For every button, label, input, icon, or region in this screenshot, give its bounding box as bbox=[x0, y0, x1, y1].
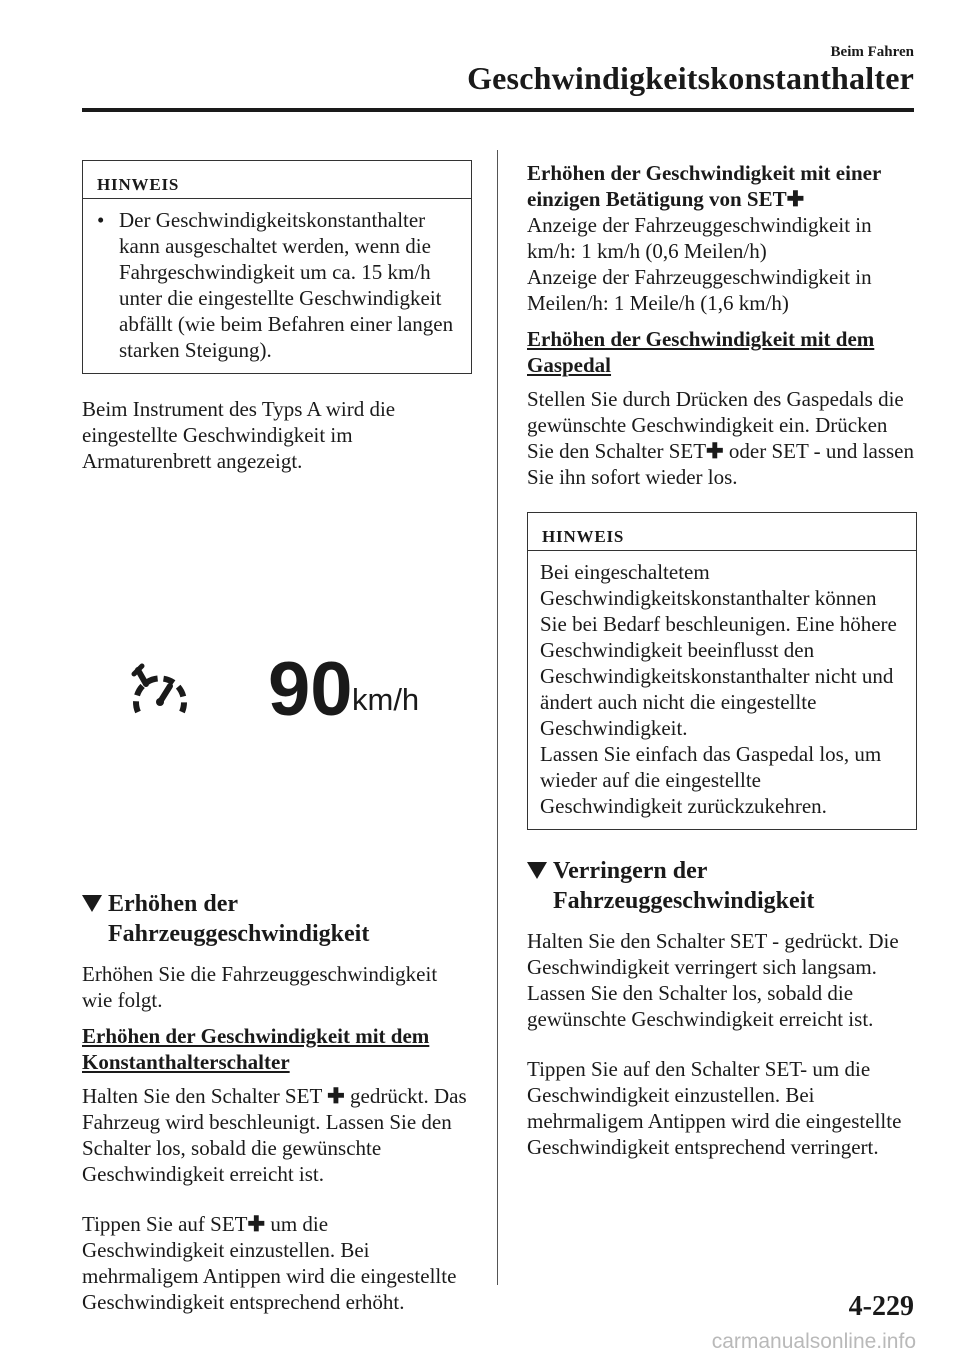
section-heading-decrease: Verringern der Fahrzeuggeschwindigkeit bbox=[527, 856, 917, 916]
increase-paragraph-1: Halten Sie den Schalter SET ✚ gedrückt. Das Fahrzeug wird beschleunigt. Lassen Sie den Schalter los, sobald die gewünschte Geschwindigkeit erreicht ist. bbox=[82, 1084, 467, 1186]
plus-icon: ✚ bbox=[247, 1212, 266, 1236]
decrease-paragraph-1: Halten Sie den Schalter SET - gedrückt. Die Geschwindigkeit verringert sich langsam. Lassen Sie den Schalter los, sobald die gewünschte Geschwindigkeit erreicht ist. bbox=[527, 929, 899, 1031]
note-box-2 bbox=[527, 512, 917, 830]
decrease-paragraph-2: Tippen Sie auf den Schalter SET- um die Geschwindigkeit einzustellen. Bei mehrmaligem Antippen wird die eingestellte Geschwindigkeit entsprechend verringert. bbox=[527, 1057, 902, 1159]
page-number: 4-229 bbox=[848, 1291, 914, 1322]
column-divider bbox=[497, 150, 498, 1285]
single-press-heading: Erhöhen der Geschwindigkeit mit einer einzigen Betätigung von SET✚ bbox=[527, 161, 881, 211]
set-speed-unit: km/h bbox=[352, 682, 420, 717]
plus-icon: ✚ bbox=[706, 439, 724, 463]
bullet-icon: • bbox=[97, 208, 105, 232]
watermark: carmanualsonline.info bbox=[711, 1330, 916, 1353]
note-body-1: Bei eingeschaltetem Geschwindigkeitskonstanthalter können Sie bei Bedarf beschleunigen. Eine höhere Geschwindigkeit beeinflusst den Geschwindigkeitskonstanthalter nicht und ändert auch nicht die eingestellte Geschwindigkeit. bbox=[540, 560, 897, 740]
left-column bbox=[82, 160, 472, 1325]
increase-paragraph-2: Tippen Sie auf SET✚ um die Geschwindigkeit einzustellen. Bei mehrmaligem Antippen wird die eingestellte Geschwindigkeit entsprechend erhöht. bbox=[82, 1212, 457, 1314]
triangle-down-icon bbox=[527, 862, 547, 879]
header-section-label: Beim Fahren bbox=[830, 44, 914, 60]
plus-icon: ✚ bbox=[786, 187, 805, 211]
plus-icon: ✚ bbox=[327, 1084, 345, 1108]
page-title: Geschwindigkeitskonstanthalter bbox=[467, 60, 914, 96]
note-bullet-text: Der Geschwindigkeitskonstanthalter kann ausgeschaltet werden, wenn die Fahrgeschwindigkeit um ca. 15 km/h unter die eingestellte Geschwindigkeit abfällt (wie beim Befahren einer langen starken Steigung). bbox=[119, 208, 454, 362]
subheading-switch: Erhöhen der Geschwindigkeit mit dem Konstanthalterschalter bbox=[82, 1024, 430, 1074]
header-rule bbox=[82, 108, 914, 112]
note-label: HINWEIS bbox=[97, 175, 180, 194]
right-column bbox=[527, 160, 917, 1170]
section-heading-increase: Erhöhen der Fahrzeuggeschwindigkeit bbox=[82, 889, 472, 949]
note-label: HINWEIS bbox=[542, 527, 625, 546]
set-speed-value: 90 bbox=[268, 647, 353, 732]
single-press-kmh: Anzeige der Fahrzeuggeschwindigkeit in km/h: 1 km/h (0,6 Meilen/h) bbox=[527, 213, 872, 263]
instrument-display bbox=[82, 484, 472, 889]
increase-intro: Erhöhen Sie die Fahrzeuggeschwindigkeit wie folgt. bbox=[82, 962, 438, 1012]
subheading-pedal: Erhöhen der Geschwindigkeit mit dem Gaspedal bbox=[527, 327, 875, 377]
triangle-down-icon bbox=[82, 895, 102, 912]
pedal-paragraph: Stellen Sie durch Drücken des Gaspedals die gewünschte Geschwindigkeit ein. Drücken Sie den Schalter SET✚ oder SET - und lassen Sie ihn sofort wieder los. bbox=[527, 387, 914, 489]
single-press-mph: Anzeige der Fahrzeuggeschwindigkeit in Meilen/h: 1 Meile/h (1,6 km/h) bbox=[527, 265, 872, 315]
cruise-control-speedometer-icon bbox=[130, 662, 190, 726]
intro-paragraph: Beim Instrument des Typs A wird die eingestellte Geschwindigkeit im Armaturenbrett angezeigt. bbox=[82, 397, 396, 473]
note-box-1 bbox=[82, 160, 472, 374]
note-body-2: Lassen Sie einfach das Gaspedal los, um wieder auf die eingestellte Geschwindigkeit zurückzukehren. bbox=[540, 742, 882, 818]
